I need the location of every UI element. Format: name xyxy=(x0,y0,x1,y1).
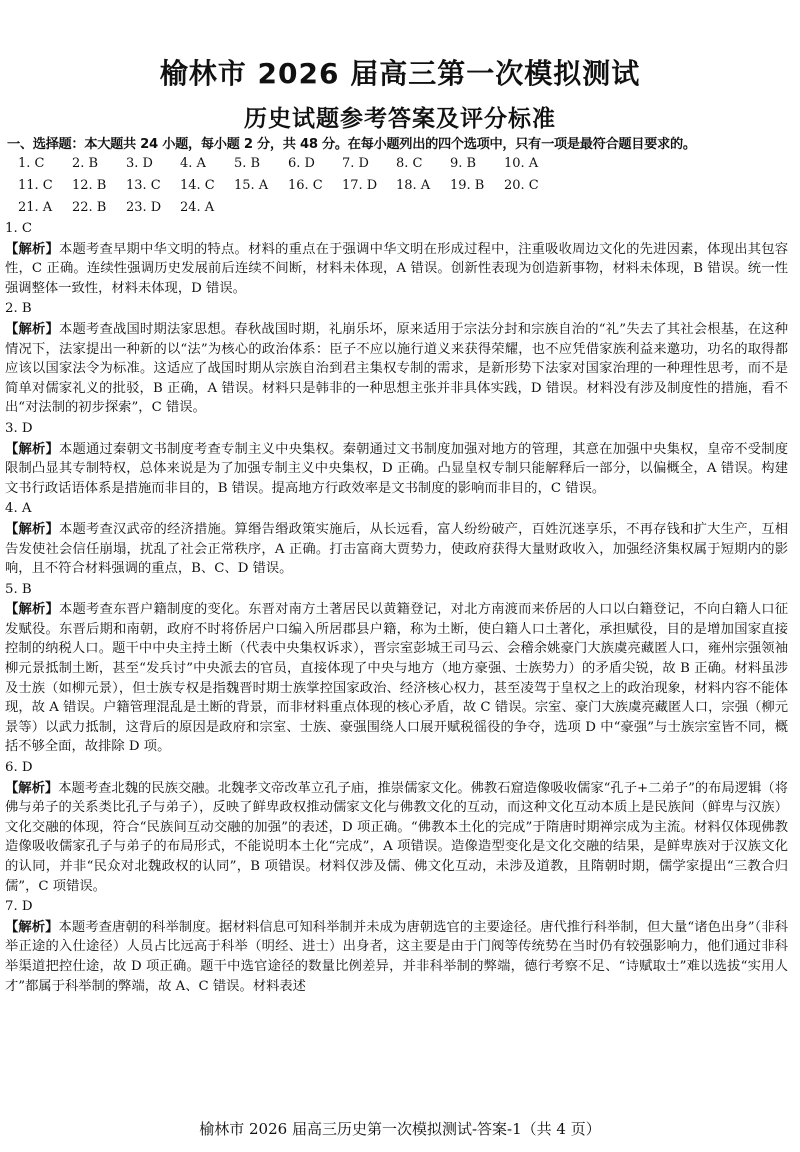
section-heading: 一、选择题：本大题共 24 小题，每小题 2 分，共 48 分。在每小题列出的四个选项中，只有一项是最符合题目要求的。 xyxy=(7,137,696,152)
question-number: 7. D xyxy=(5,899,33,915)
answer-cell: 18. A xyxy=(396,178,431,193)
answer-cell: 9. B xyxy=(450,156,477,171)
question-number: 3. D xyxy=(5,420,33,436)
answer-cell: 7. D xyxy=(342,156,369,171)
answer-cell: 11. C xyxy=(18,178,53,193)
page-subtitle: 历史试题参考答案及评分标准 xyxy=(244,106,556,132)
answer-cell: 6. D xyxy=(288,156,315,171)
answer-cell: 17. D xyxy=(342,178,378,193)
answer-cell: 10. A xyxy=(504,156,539,171)
explanation-text: 本题考查北魏的民族交融。北魏孝文帝改革立孔子庙，推崇儒家文化。佛教石窟造像吸收儒家“孔子+二弟子”的布局逻辑（将佛与弟子的关系类比孔子与弟子），反映了鲜卑政权推动儒家文化与佛教文化的互动，而这种文化互动本质上是民族间（鲜卑与汉族）文化交融的体现，符合“民族间互动交融的加强”的表述，D 项正确。“佛教本土化的完成”于隋唐时期禅宗成为主流。材料仅体现佛教造像吸收儒家孔子与弟子的布局形式，不能说明本土化“完成”，A 项错误。造像造型变化是文化交融的结果，是鲜卑族对于汉族文化的认同，并非“民众对北魏政权的认同”，B 项错误。材料仅涉及儒、佛文化互动，未涉及道教，且隋朝时期，儒学家提出“三教合归儒”，C 项错误。 xyxy=(5,780,788,894)
answer-cell: 23. D xyxy=(126,200,162,215)
question-number: 5. B xyxy=(5,581,32,597)
analysis-tag: 【解析】 xyxy=(5,602,60,618)
explanation-text: 本题通过秦朝文书制度考查专制主义中央集权。秦朝通过文书制度加强对地方的管理，其意在加强中央集权，皇帝不受制度限制凸显其专制特权，总体来说是为了加强专制主义中央集权，D 正确。凸显皇权专制只能解释后一部分，以偏概全，A 错误。构建文书行政话语体系是措施而非目的，B 错误。提高地方行政效率是文书制度的影响而非目的，C 错误。 xyxy=(5,441,788,496)
answer-cell: 24. A xyxy=(180,200,215,215)
answer-cell: 19. B xyxy=(450,178,485,193)
explanation-text: 本题考查唐朝的科举制度。据材料信息可知科举制并未成为唐朝选官的主要途径。唐代推行科举制，但大量“诸色出身”（非科举正途的入仕途径）人员占比远高于科举（明经、进士）出身者，这主要是由于门阀等传统势在当时仍有较强影响力，他们通过非科举渠道把控仕途，故 D 项正确。题干中选官途径的数量比例差异，并非科举制的弊端，德行考察不足、“诗赋取士”难以选拔“实用人才”都属于科举制的弊端，故 A、C 错误。材料表述 xyxy=(5,919,788,994)
explanation-paragraph xyxy=(5,520,788,579)
answer-cell: 16. C xyxy=(288,178,323,193)
explanation-paragraph xyxy=(5,240,788,299)
question-number: 6. D xyxy=(5,760,33,776)
analysis-tag: 【解析】 xyxy=(5,780,59,796)
explanation-text: 本题考查东晋户籍制度的变化。东晋对南方土著居民以黄籍登记，对北方南渡而来侨居的人口以白籍登记，不向白籍人口征发赋役。东晋后期和南朝，政府不时将侨居户口编入所居郡县户籍，称为土断，使白籍人口土著化，承担赋役，目的是增加国家直接控制的纳税人口。题干中中央主持土断（代表中央集权诉求），晋宗室彭城王司马云、会稽余姚豪门大族虞亮藏匿人口，雍州宗强领袖柳元景抵制土断，甚至“发兵讨”中央派去的官员，直接体现了中央与地方（地方豪强、士族势力）的矛盾尖锐，故 B 正确。材料虽涉及士族（如柳元景），但士族专权是指魏晋时期士族掌控国家政治、经济核心权力，甚至凌驾于皇权之上的政治现象，材料内容不能体现，故 A 错误。户籍管理混乱是土断的背景，而非材料重点体现的核心矛盾，故 C 错误。宗室、豪门大族虞亮藏匿人口，宗强（柳元景等）以武力抵制，这背后的原因是政府和宗室、士族、豪强围绕人口展开赋税徭役的争夺，选项 D 中“豪强”与士族宗室皆不同，概括不够全面，故排除 D 项。 xyxy=(5,602,788,755)
explanation-paragraph xyxy=(5,320,788,418)
page-title: 榆林市 2026 届高三第一次模拟测试 xyxy=(159,57,641,90)
answer-cell: 12. B xyxy=(72,178,107,193)
explanations-body xyxy=(5,218,788,996)
question-number: 1. C xyxy=(5,221,33,236)
explanation-paragraph xyxy=(5,440,788,499)
answer-cell: 8. C xyxy=(396,156,423,171)
answer-cell: 21. A xyxy=(18,200,53,215)
question-number: 2. B xyxy=(5,301,32,317)
page-footer: 榆林市 2026 届高三历史第一次模拟测试-答案-1（共 4 页） xyxy=(199,1120,601,1138)
explanation-text: 本题考查早期中华文明的特点。材料的重点在于强调中华文明在形成过程中，注重吸收周边文化的先进因素，体现出其包容性，C 正确。连续性强调历史发展前后连续不间断，材料未体现，A 错误。创新性表现为创造新事物，材料未体现，B 错误。统一性强调整体一致性，材料未体现，D 错误。 xyxy=(5,241,788,296)
explanation-paragraph xyxy=(5,779,788,897)
answer-cell: 1. C xyxy=(18,156,45,171)
answer-cell: 20. C xyxy=(504,178,539,193)
explanation-paragraph xyxy=(5,918,788,996)
explanation-text: 本题考查战国时期法家思想。春秋战国时期，礼崩乐坏，原来适用于宗法分封和宗族自治的“礼”失去了其社会根基，在这种情况下，法家提出一种新的以“法”为核心的政治体系：臣子不应以施行道义来获得荣耀，也不应凭借家族利益来邀功，功名的取得都应该以国家法令为标准。这适应了战国时期从宗族自治到君主集权专制的需求，是新形势下法家对国家治理的一种理性思考，而不是简单对儒家礼义的批驳，B 正确，A 错误。材料只是韩非的一种思想主张并非具体实践，D 错误。材料没有涉及制度性的措施，看不出“对法制的初步探索”，C 错误。 xyxy=(5,321,788,416)
answer-cell: 22. B xyxy=(72,200,107,215)
analysis-tag: 【解析】 xyxy=(5,241,60,257)
answer-cell: 3. D xyxy=(126,156,153,171)
explanation-text: 本题考查汉武帝的经济措施。算缗告缗政策实施后，从长远看，富人纷纷破产，百姓沉迷享乐，不再存钱和扩大生产，互相告发使社会信任崩塌，扰乱了社会正常秩序，A 正确。打击富商大贾势力，使政府获得大量财政收入，加强经济集权属于短期内的影响，且不符合材料强调的重点，B、C、D 错误。 xyxy=(5,521,788,577)
answer-row xyxy=(18,156,778,178)
answer-cell: 14. C xyxy=(180,178,215,193)
analysis-tag: 【解析】 xyxy=(5,321,59,337)
answer-row xyxy=(18,178,778,200)
answer-key-grid xyxy=(18,156,778,222)
analysis-tag: 【解析】 xyxy=(5,919,59,935)
answer-cell: 13. C xyxy=(126,178,161,193)
explanation-paragraph xyxy=(5,600,788,757)
answer-cell: 5. B xyxy=(234,156,261,171)
analysis-tag: 【解析】 xyxy=(5,521,60,537)
answer-cell: 4. A xyxy=(180,156,206,171)
question-number: 4. A xyxy=(5,501,32,517)
answer-cell: 15. A xyxy=(234,178,269,193)
analysis-tag: 【解析】 xyxy=(5,441,60,457)
answer-cell: 2. B xyxy=(72,156,99,171)
